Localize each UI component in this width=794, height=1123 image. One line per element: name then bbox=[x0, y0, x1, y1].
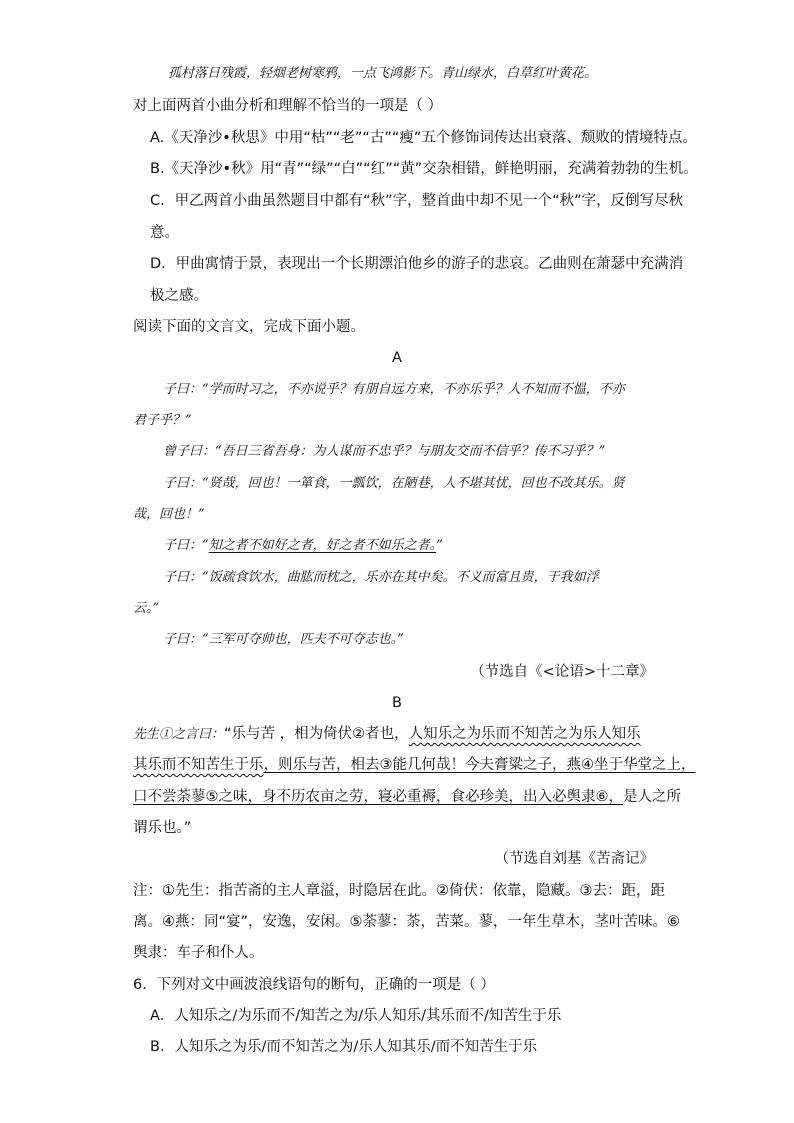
question-6-stem: 6．下列对文中画波浪线语句的断句，正确的一项是（ ） bbox=[133, 977, 495, 993]
passage-a-line7: 子曰：“饭疏食饮水，曲肱而枕之，乐亦在其中矣。不义而富且贵，于我如浮 bbox=[163, 570, 599, 585]
passage-b-line4: 谓乐也。” bbox=[133, 820, 192, 836]
passage-b-line1-prefix: 先生①之言曰： bbox=[133, 727, 225, 742]
passage-b-line2 bbox=[133, 755, 696, 775]
notes-line3: 舆隶：车子和仆人。 bbox=[133, 945, 264, 961]
passage-a-label: A bbox=[392, 350, 402, 366]
passage-b-line3-tail: 是人之所 bbox=[623, 789, 681, 805]
q5-option-c-line1: C．甲乙两首小曲虽然题目中都有“秋”字，整首曲中却不见一个“秋”字，反倒写尽秋 bbox=[150, 193, 684, 209]
q6-option-b: B．人知乐之为乐/而不知苦之为/乐人知其乐/而不知苦生于乐 bbox=[150, 1039, 538, 1055]
passage-a-line5: 哉，回也！” bbox=[133, 507, 205, 522]
passage-a-line2: 君子乎？” bbox=[133, 413, 192, 428]
passage-a-line9: 子曰：“三军可夺帅也，匹夫不可夺志也。” bbox=[163, 632, 404, 647]
underlined-sentence: 知之者不如好之者，好之者不如乐之者。 bbox=[208, 538, 437, 553]
passage-a-line1: 子曰：“学而时习之，不亦说乎？有朋自远方来，不亦乐乎？人不知而不愠，不亦 bbox=[163, 382, 625, 397]
wavy-underlined-sentence-part2: 其乐而不知苦生于乐 bbox=[133, 757, 264, 773]
reading-instruction: 阅读下面的文言文，完成下面小题。 bbox=[133, 319, 365, 335]
poem-tail-line: 孤村落日残霞，轻烟老树寒鸦，一点飞鸿影下。青山绿水，白草红叶黄花。 bbox=[168, 66, 598, 81]
passage-a-line4: 子曰：“贤哉，回也！一箪食，一瓢饮，在陋巷，人不堪其忧，回也不改其乐。贤 bbox=[163, 476, 625, 491]
passage-b-line1 bbox=[133, 724, 641, 745]
passage-b-line1-middle: “乐与苦 ，相为倚伏②者也， bbox=[224, 726, 409, 742]
underlined-sentence-b-part2: 口不尝荼蓼⑤之味，身不历农亩之劳，寝必重褥，食必珍美，出入必舆隶⑥， bbox=[133, 789, 623, 805]
wavy-underlined-sentence-part1: 人知乐之为乐而不知苦之为乐人知乐 bbox=[408, 726, 641, 742]
notes-line2: 离。④燕：同“宴”，安逸，安闲。⑤荼蓼：荼，苦菜。蓼，一年生草木，茎叶苦味。⑥ bbox=[133, 914, 681, 930]
passage-a-line6 bbox=[163, 536, 443, 556]
passage-b-source: （节选自刘基《苦斋记》 bbox=[494, 851, 654, 867]
passage-a-source: （节选自《<论语>十二章》 bbox=[470, 664, 654, 680]
passage-a-line3: 曾子曰：“吾日三省吾身：为人谋而不忠乎？与朋友交而不信乎？传不习乎？” bbox=[163, 444, 606, 459]
passage-a-line6-suffix: ” bbox=[436, 538, 443, 553]
passage-b-label: B bbox=[392, 695, 402, 711]
q5-option-d-line2: 极之感。 bbox=[150, 288, 208, 304]
passage-b-line3 bbox=[133, 787, 681, 807]
q5-option-a: A.《天净沙•秋思》中用“枯”“老”“古”“瘦”五个修饰词传达出衰落、颓败的情境特点。 bbox=[150, 130, 697, 146]
notes-line1: 注：①先生：指苦斋的主人章溢，时隐居在此。②倚伏：依靠，隐藏。③去：距，距 bbox=[133, 883, 665, 899]
q5-option-c-line2: 意。 bbox=[150, 225, 179, 241]
passage-a-line8: 云。” bbox=[133, 601, 160, 616]
question-5-stem: 对上面两首小曲分析和理解不恰当的一项是（ ） bbox=[133, 98, 443, 114]
q6-option-a: A．人知乐之/为乐而不/知苦之为/乐人知乐/其乐而不/知苦生于乐 bbox=[150, 1008, 562, 1024]
underlined-sentence-b-part1: ，则乐与苦，相去③能几何哉！今夫膏粱之子，燕④坐于华堂之上， bbox=[263, 757, 696, 773]
passage-a-line6-prefix: 子曰：“ bbox=[163, 538, 209, 553]
q5-option-d-line1: D．甲曲寓情于景，表现出一个长期漂泊他乡的游子的悲哀。乙曲则在萧瑟中充满消 bbox=[150, 256, 684, 272]
q5-option-b: B.《天净沙•秋》用“青”“绿”“白”“红”“黄”交杂相错，鲜艳明丽，充满着勃勃的生机。 bbox=[150, 161, 698, 177]
